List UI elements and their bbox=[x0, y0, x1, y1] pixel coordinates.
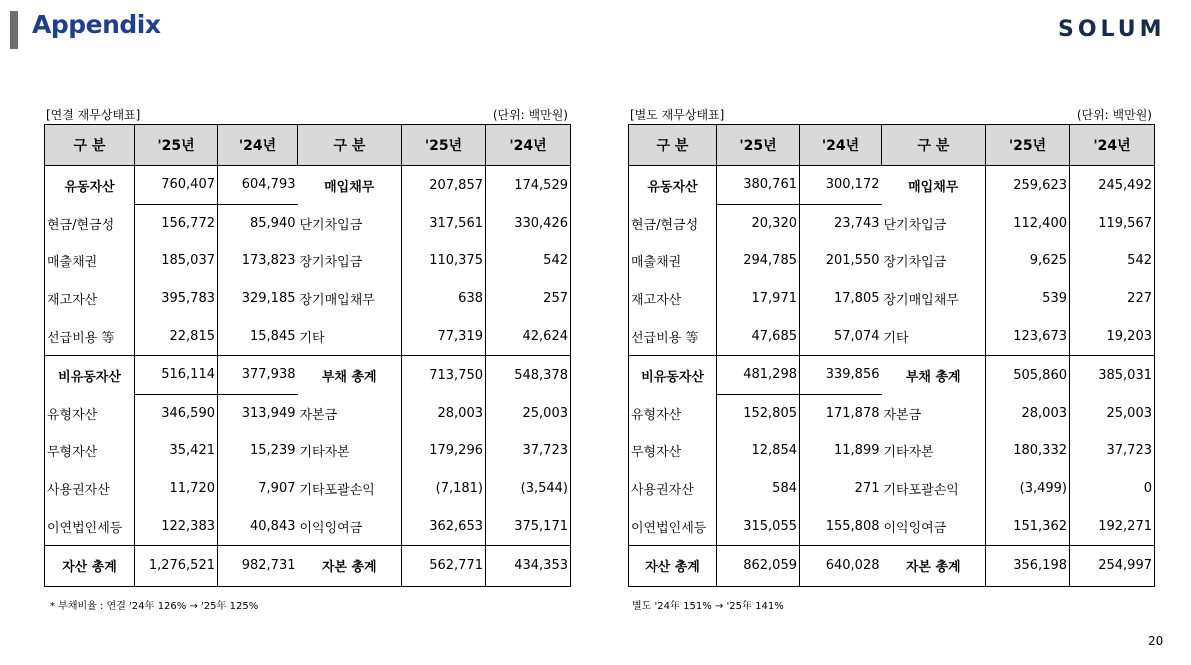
column-header: '25년 bbox=[717, 125, 800, 166]
table-row bbox=[629, 470, 1155, 508]
table-row bbox=[45, 166, 571, 205]
amount-cell: 179,296 bbox=[402, 432, 486, 470]
table-row bbox=[629, 545, 1155, 586]
amount-cell: 548,378 bbox=[486, 355, 571, 394]
amount-cell: 123,673 bbox=[986, 317, 1070, 355]
amount-cell: 23,743 bbox=[800, 204, 882, 242]
amount-cell: 330,426 bbox=[486, 204, 571, 242]
account-label-cell: 자산 총계 bbox=[629, 545, 717, 586]
table-row bbox=[629, 507, 1155, 545]
amount-cell: 640,028 bbox=[800, 545, 882, 586]
solum-logo: SOLUM bbox=[1058, 17, 1166, 42]
amount-cell: 562,771 bbox=[402, 545, 486, 586]
account-label-cell: 무형자산 bbox=[629, 432, 717, 470]
amount-cell: (7,181) bbox=[402, 470, 486, 508]
account-label-cell: 장기매입채무 bbox=[883, 293, 959, 309]
column-header: '24년 bbox=[486, 125, 571, 166]
amount-cell: 11,720 bbox=[135, 470, 218, 508]
table-row bbox=[629, 242, 1155, 280]
account-label-cell: 기타 bbox=[299, 330, 325, 346]
amount-cell: 174,529 bbox=[486, 166, 571, 205]
amount-cell: 207,857 bbox=[402, 166, 486, 205]
amount-cell: 47,685 bbox=[717, 317, 800, 355]
amount-cell: 542 bbox=[1070, 242, 1155, 280]
amount-cell: 20,320 bbox=[717, 204, 800, 242]
amount-cell: 40,843 bbox=[218, 507, 298, 545]
amount-cell: 604,793 bbox=[218, 166, 298, 205]
table-row bbox=[629, 317, 1155, 355]
account-label-cell: 매입채무 bbox=[324, 179, 375, 195]
consolidated-balance-sheet-table bbox=[44, 124, 571, 587]
account-label-cell: 재고자산 bbox=[629, 280, 717, 318]
amount-cell: 22,815 bbox=[135, 317, 218, 355]
account-label-cell: 현금/현금성 bbox=[45, 204, 135, 242]
amount-cell: 385,031 bbox=[1070, 355, 1155, 394]
amount-cell: 192,271 bbox=[1070, 507, 1155, 545]
account-label-cell: 자본 총계 bbox=[882, 545, 986, 586]
account-label-cell: 재고자산 bbox=[45, 280, 135, 318]
amount-cell: 110,375 bbox=[402, 242, 486, 280]
amount-cell: 119,567 bbox=[1070, 204, 1155, 242]
amount-cell: 259,623 bbox=[986, 166, 1070, 205]
column-header: 구 분 bbox=[298, 125, 402, 166]
amount-cell: 57,074 bbox=[800, 317, 882, 355]
amount-cell: 584 bbox=[717, 470, 800, 508]
table-row bbox=[45, 280, 571, 318]
account-label-cell: 이익잉여금 bbox=[883, 520, 947, 536]
table-row bbox=[629, 166, 1155, 205]
table-row bbox=[629, 394, 1155, 432]
account-label-cell: 자본금 bbox=[299, 407, 338, 423]
amount-cell: 28,003 bbox=[402, 394, 486, 432]
account-label-cell: 매출채권 bbox=[45, 242, 135, 280]
amount-cell: 173,823 bbox=[218, 242, 298, 280]
amount-cell: 254,997 bbox=[1070, 545, 1155, 586]
consolidated-caption: [연결 재무상태표] bbox=[46, 108, 141, 122]
amount-cell: 315,055 bbox=[717, 507, 800, 545]
amount-cell: 171,878 bbox=[800, 394, 882, 432]
table-row bbox=[45, 432, 571, 470]
separate-unit: (단위: 백만원) bbox=[1076, 108, 1152, 122]
amount-cell: 152,805 bbox=[717, 394, 800, 432]
amount-cell: 180,332 bbox=[986, 432, 1070, 470]
amount-cell: 185,037 bbox=[135, 242, 218, 280]
amount-cell: 42,624 bbox=[486, 317, 571, 355]
amount-cell: 339,856 bbox=[800, 355, 882, 394]
account-label-cell: 비유동자산 bbox=[629, 355, 717, 394]
column-header: '24년 bbox=[218, 125, 298, 166]
amount-cell: 294,785 bbox=[717, 242, 800, 280]
amount-cell: 271 bbox=[800, 470, 882, 508]
amount-cell: 760,407 bbox=[135, 166, 218, 205]
amount-cell: 380,761 bbox=[717, 166, 800, 205]
amount-cell: 313,949 bbox=[218, 394, 298, 432]
column-header: '25년 bbox=[135, 125, 218, 166]
account-label-cell: 기타 bbox=[883, 330, 909, 346]
account-label-cell: 자본금 bbox=[883, 407, 922, 423]
amount-cell: 638 bbox=[402, 280, 486, 318]
table-row bbox=[629, 204, 1155, 242]
column-header: '24년 bbox=[1070, 125, 1155, 166]
account-label-cell: 유형자산 bbox=[629, 394, 717, 432]
amount-cell: 375,171 bbox=[486, 507, 571, 545]
column-header: '24년 bbox=[800, 125, 882, 166]
amount-cell: 17,805 bbox=[800, 280, 882, 318]
account-label-cell: 무형자산 bbox=[45, 432, 135, 470]
account-label-cell: 선급비용 等 bbox=[45, 317, 135, 355]
consolidated-unit: (단위: 백만원) bbox=[492, 108, 568, 122]
amount-cell: 19,203 bbox=[1070, 317, 1155, 355]
account-label-cell: 기타포괄손익 bbox=[299, 483, 375, 499]
account-label-cell: 기타자본 bbox=[299, 445, 350, 461]
amount-cell: 434,353 bbox=[486, 545, 571, 586]
table-header-row bbox=[629, 125, 1155, 166]
amount-cell: 505,860 bbox=[986, 355, 1070, 394]
amount-cell: 257 bbox=[486, 280, 571, 318]
amount-cell: 982,731 bbox=[218, 545, 298, 586]
amount-cell: 245,492 bbox=[1070, 166, 1155, 205]
amount-cell: 300,172 bbox=[800, 166, 882, 205]
account-label-cell: 사용권자산 bbox=[629, 470, 717, 508]
amount-cell: 329,185 bbox=[218, 280, 298, 318]
amount-cell: (3,499) bbox=[986, 470, 1070, 508]
table-row bbox=[45, 204, 571, 242]
amount-cell: 7,907 bbox=[218, 470, 298, 508]
consolidated-debt-ratio-note: * 부채비율 : 연결 '24年 126% → '25年 125% bbox=[50, 601, 259, 612]
amount-cell: 156,772 bbox=[135, 204, 218, 242]
amount-cell: 85,940 bbox=[218, 204, 298, 242]
column-header: '25년 bbox=[986, 125, 1070, 166]
column-header: 구 분 bbox=[882, 125, 986, 166]
amount-cell: 9,625 bbox=[986, 242, 1070, 280]
table-row bbox=[45, 545, 571, 586]
amount-cell: 77,319 bbox=[402, 317, 486, 355]
column-header: 구 분 bbox=[629, 125, 717, 166]
amount-cell: 15,845 bbox=[218, 317, 298, 355]
amount-cell: 0 bbox=[1070, 470, 1155, 508]
amount-cell: 1,276,521 bbox=[135, 545, 218, 586]
account-label-cell: 선급비용 等 bbox=[629, 317, 717, 355]
table-row bbox=[629, 432, 1155, 470]
amount-cell: 713,750 bbox=[402, 355, 486, 394]
table-row bbox=[629, 280, 1155, 318]
account-label-cell: 단기차입금 bbox=[299, 217, 363, 233]
amount-cell: 542 bbox=[486, 242, 571, 280]
amount-cell: 862,059 bbox=[717, 545, 800, 586]
account-label-cell: 부채 총계 bbox=[298, 355, 402, 394]
account-label-cell: 매입채무 bbox=[908, 179, 959, 195]
table-row bbox=[45, 317, 571, 355]
account-label-cell: 기타포괄손익 bbox=[883, 483, 959, 499]
account-label-cell: 매출채권 bbox=[629, 242, 717, 280]
amount-cell: 15,239 bbox=[218, 432, 298, 470]
amount-cell: 356,198 bbox=[986, 545, 1070, 586]
account-label-cell: 장기차입금 bbox=[883, 255, 947, 271]
amount-cell: 362,653 bbox=[402, 507, 486, 545]
title-accent-bar bbox=[10, 11, 18, 49]
separate-balance-sheet-table bbox=[628, 124, 1155, 587]
account-label-cell: 비유동자산 bbox=[45, 355, 135, 394]
account-label-cell: 유형자산 bbox=[45, 394, 135, 432]
amount-cell: 151,362 bbox=[986, 507, 1070, 545]
amount-cell: 516,114 bbox=[135, 355, 218, 394]
amount-cell: 17,971 bbox=[717, 280, 800, 318]
account-label-cell: 사용권자산 bbox=[45, 470, 135, 508]
amount-cell: 37,723 bbox=[1070, 432, 1155, 470]
amount-cell: 25,003 bbox=[1070, 394, 1155, 432]
amount-cell: 155,808 bbox=[800, 507, 882, 545]
amount-cell: 377,938 bbox=[218, 355, 298, 394]
amount-cell: 227 bbox=[1070, 280, 1155, 318]
separate-caption: [별도 재무상태표] bbox=[630, 108, 725, 122]
column-header: '25년 bbox=[402, 125, 486, 166]
amount-cell: 395,783 bbox=[135, 280, 218, 318]
table-row bbox=[45, 394, 571, 432]
account-label-cell: 이익잉여금 bbox=[299, 520, 363, 536]
account-label-cell: 장기차입금 bbox=[299, 255, 363, 271]
amount-cell: 201,550 bbox=[800, 242, 882, 280]
amount-cell: 539 bbox=[986, 280, 1070, 318]
amount-cell: 28,003 bbox=[986, 394, 1070, 432]
amount-cell: (3,544) bbox=[486, 470, 571, 508]
amount-cell: 25,003 bbox=[486, 394, 571, 432]
account-label-cell: 이연법인세등 bbox=[629, 507, 717, 545]
table-row bbox=[45, 242, 571, 280]
account-label-cell: 자본 총계 bbox=[298, 545, 402, 586]
account-label-cell: 부채 총계 bbox=[882, 355, 986, 394]
account-label-cell: 단기차입금 bbox=[883, 217, 947, 233]
table-row bbox=[45, 507, 571, 545]
account-label-cell: 현금/현금성 bbox=[629, 204, 717, 242]
table-row bbox=[45, 355, 571, 394]
column-header: 구 분 bbox=[45, 125, 135, 166]
amount-cell: 37,723 bbox=[486, 432, 571, 470]
amount-cell: 35,421 bbox=[135, 432, 218, 470]
table-header-row bbox=[45, 125, 571, 166]
account-label-cell: 유동자산 bbox=[629, 166, 717, 205]
account-label-cell: 자산 총계 bbox=[45, 545, 135, 586]
account-label-cell: 이연법인세등 bbox=[45, 507, 135, 545]
amount-cell: 346,590 bbox=[135, 394, 218, 432]
account-label-cell: 기타자본 bbox=[883, 445, 934, 461]
separate-debt-ratio-note: 별도 '24年 151% → '25年 141% bbox=[632, 601, 784, 612]
amount-cell: 481,298 bbox=[717, 355, 800, 394]
amount-cell: 112,400 bbox=[986, 204, 1070, 242]
account-label-cell: 유동자산 bbox=[45, 166, 135, 205]
amount-cell: 317,561 bbox=[402, 204, 486, 242]
amount-cell: 122,383 bbox=[135, 507, 218, 545]
page-number: 20 bbox=[1148, 634, 1164, 648]
table-row bbox=[45, 470, 571, 508]
account-label-cell: 장기매입채무 bbox=[299, 293, 375, 309]
amount-cell: 12,854 bbox=[717, 432, 800, 470]
amount-cell: 11,899 bbox=[800, 432, 882, 470]
table-row bbox=[629, 355, 1155, 394]
page-title: Appendix bbox=[32, 10, 161, 39]
